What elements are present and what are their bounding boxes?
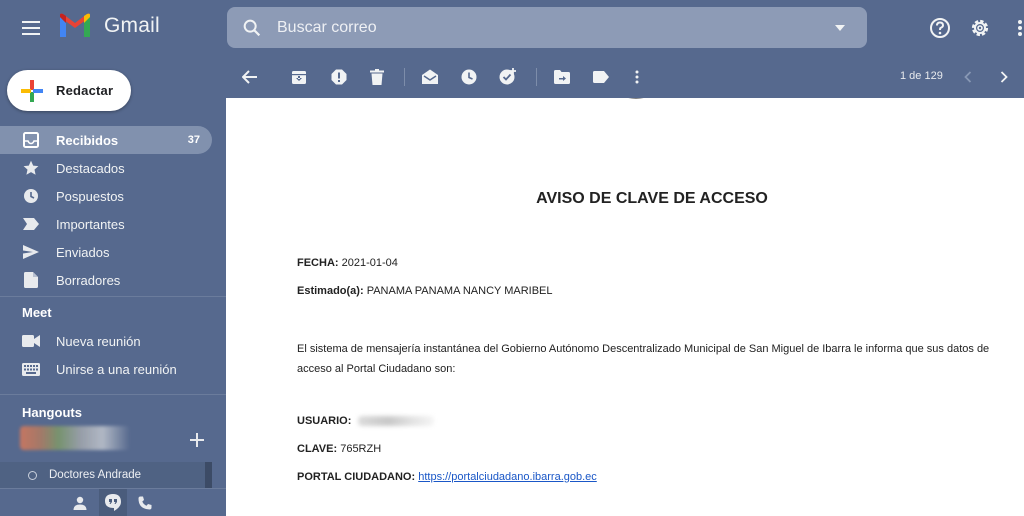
compose-plus-icon [21, 80, 43, 102]
meet-section-title: Meet [22, 305, 52, 320]
usuario-label: USUARIO: [297, 415, 352, 427]
email-message-paragraph: El sistema de mensajería instantánea del Gobierno Autónomo Descentralizado Municipal de San Miguel de Ibarra le informa que sus datos de acceso al Portal Ciudadano son: [297, 343, 990, 375]
email-title: AVISO DE CLAVE DE ACCESO [536, 190, 768, 207]
apps-button[interactable] [1010, 14, 1024, 42]
estimado-field [297, 285, 553, 297]
portal-label: PORTAL CIUDADANO: [297, 471, 416, 483]
delete-button[interactable] [366, 66, 388, 88]
estimado-label: Estimado(a): [297, 285, 364, 297]
search-input[interactable] [277, 18, 797, 38]
sidebar-item-drafts[interactable] [0, 266, 212, 294]
gear-icon [969, 17, 991, 39]
sidebar-item-label: Pospuestos [56, 188, 124, 204]
meet-nav [0, 327, 226, 383]
mark-unread-button[interactable] [419, 66, 441, 88]
sidebar-item-label: Enviados [56, 244, 110, 260]
gmail-m-icon [58, 13, 92, 39]
sidebar-item-inbox[interactable] [0, 126, 212, 154]
sidebar-item-label: Importantes [56, 216, 125, 232]
estimado-value: PANAMA PANAMA NANCY MARIBEL [366, 285, 553, 297]
settings-button[interactable] [966, 14, 994, 42]
compose-label: Redactar [56, 83, 114, 98]
phone-icon[interactable] [136, 494, 154, 512]
trash-icon [370, 69, 384, 85]
labels-button[interactable] [590, 66, 612, 88]
sidebar-nav [0, 126, 226, 294]
sidebar-item-important[interactable] [0, 210, 212, 238]
clave-label: CLAVE: [297, 443, 338, 455]
sidebar-item-snoozed[interactable] [0, 182, 212, 210]
toolbar-separator [536, 68, 537, 86]
meet-new-meeting[interactable] [0, 327, 212, 355]
portal-link[interactable]: https://portalciudadano.ibarra.gob.ec [418, 471, 597, 483]
contact-name: Doctores Andrade [49, 469, 142, 481]
hangouts-section-title: Hangouts [22, 405, 82, 420]
keyboard-icon [22, 360, 40, 378]
video-camera-icon [22, 332, 40, 350]
app-name: Gmail [104, 14, 160, 37]
move-to-button[interactable] [551, 66, 573, 88]
more-options-button[interactable] [626, 66, 648, 88]
portal-field [297, 471, 597, 483]
hamburger-icon [22, 21, 40, 35]
gmail-logo[interactable] [58, 13, 160, 39]
clave-value: 765RZH [340, 443, 382, 455]
person-icon[interactable] [71, 494, 89, 512]
back-button[interactable] [239, 66, 261, 88]
add-task-icon [499, 68, 517, 86]
mark-unread-icon [422, 69, 438, 85]
label-icon [593, 71, 609, 83]
search-bar[interactable] [227, 7, 867, 48]
sidebar-item-sent[interactable] [0, 238, 212, 266]
help-icon [929, 17, 951, 39]
report-icon [331, 69, 347, 85]
report-spam-button[interactable] [328, 66, 350, 88]
section-divider [0, 394, 226, 395]
sidebar-item-label: Borradores [56, 272, 121, 288]
hangouts-icon[interactable] [104, 494, 122, 512]
clave-field [297, 443, 381, 455]
sidebar-item-starred[interactable] [0, 154, 212, 182]
archive-icon [291, 69, 307, 85]
status-dot-icon [28, 471, 37, 480]
send-icon [22, 243, 40, 261]
municipal-seal-logo: IBARRA [598, 98, 674, 114]
chevron-right-icon [1000, 71, 1008, 83]
usuario-field [297, 415, 434, 427]
sidebar-bottom-bar [0, 488, 226, 516]
hangouts-user-avatar[interactable] [20, 426, 130, 450]
search-options-icon[interactable] [833, 23, 847, 33]
meet-item-label: Unirse a una reunión [56, 361, 177, 377]
toolbar-separator [404, 68, 405, 86]
clock-icon [461, 69, 477, 85]
hangouts-contact[interactable] [0, 462, 205, 488]
sidebar-scrollbar[interactable] [205, 462, 212, 488]
draft-icon [22, 271, 40, 289]
label-important-icon [22, 215, 40, 233]
more-vert-icon [635, 70, 639, 84]
compose-button[interactable] [7, 70, 131, 111]
star-icon [22, 159, 40, 177]
snooze-button[interactable] [458, 66, 480, 88]
main-menu-button[interactable] [18, 16, 44, 40]
folder-move-icon [554, 70, 570, 84]
inbox-icon [22, 131, 40, 149]
meet-item-label: Nueva reunión [56, 333, 141, 349]
section-divider [0, 296, 226, 297]
sidebar-item-label: Destacados [56, 160, 125, 176]
arrow-back-icon [242, 70, 258, 84]
clock-icon [22, 187, 40, 205]
newer-button[interactable] [957, 66, 979, 88]
add-to-tasks-button[interactable] [497, 66, 519, 88]
unread-count-badge: 37 [187, 134, 200, 146]
add-icon[interactable] [189, 432, 205, 448]
help-button[interactable] [926, 14, 954, 42]
fecha-value: 2021-01-04 [341, 257, 398, 269]
top-bar [0, 0, 1024, 56]
fecha-label: FECHA: [297, 257, 339, 269]
pagination-count: 1 de 129 [900, 70, 943, 82]
fecha-field [297, 257, 398, 269]
meet-join-meeting[interactable] [0, 355, 212, 383]
archive-button[interactable] [288, 66, 310, 88]
chevron-left-icon [964, 71, 972, 83]
apps-grid-icon [1017, 18, 1024, 38]
search-icon[interactable] [241, 17, 263, 39]
older-button[interactable] [993, 66, 1015, 88]
sidebar-item-label: Recibidos [56, 132, 119, 148]
redacted-username [358, 416, 434, 426]
